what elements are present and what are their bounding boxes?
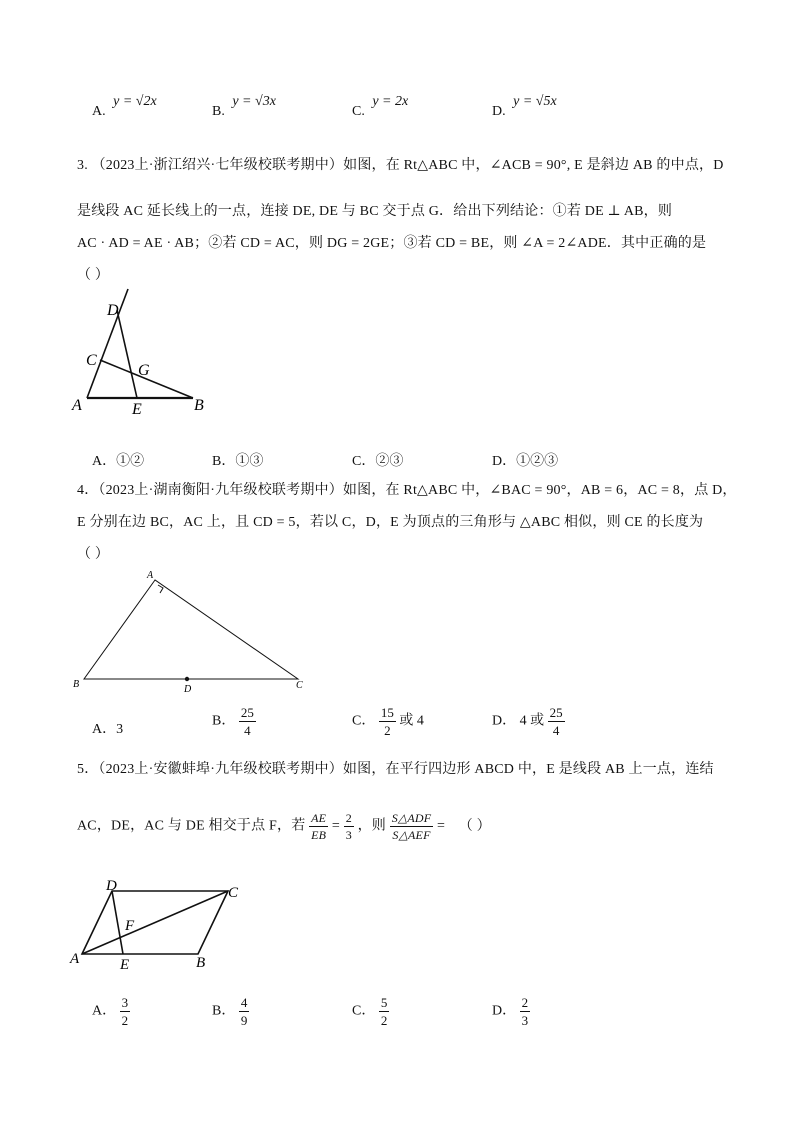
q5-label-d: D (106, 878, 117, 894)
q3-text-line2: 是线段 AC 延长线上的一点，连接 DE, DE 与 BC 交于点 G．给出下列结论：①若 DE ⊥ AB，则 (77, 204, 673, 219)
q5-option-a: A． $\frac{3}{2}$ (92, 995, 129, 1028)
q4-option-c-fraction: $\frac{15}{2}$ (380, 705, 394, 738)
q5-diagonal-ac (82, 891, 228, 954)
q4-label-a: A (147, 570, 154, 581)
q2-option-d: D. y = √5x (492, 94, 557, 119)
q5-option-b: B． $\frac{4}{9}$ (212, 995, 248, 1028)
q5-label-e: E (120, 957, 130, 972)
q2-option-b: B. y = √3x (212, 94, 276, 119)
q3-text-line1: 3. （2023上·浙江绍兴·七年级校联考期中）如图，在 Rt△ABC 中，∠ACB = 90°, E 是斜边 AB 的中点，D (77, 158, 724, 173)
q3-option-a: A．①② (92, 454, 145, 469)
q4-text-line1: 4．（2023上·湖南衡阳·九年级校联考期中）如图，在 Rt△ABC 中，∠BAC = 90°，AB = 6，AC = 8，点 D， (77, 483, 737, 498)
q4-option-c: C． $\frac{15}{2}$ 或 4 (352, 705, 424, 738)
q4-text-line2: E 分别在边 BC，AC 上，且 CD = 5，若以 C，D，E 为顶点的三角形与 △ABC 相似，则 CE 的长度为 (77, 515, 704, 530)
q2-option-c: C. y = 2x (352, 94, 409, 119)
q5-option-d-fraction: $\frac{2}{3}$ (521, 995, 529, 1028)
q2-option-d-expr: y = √5x (513, 94, 557, 109)
q3-label-e: E (132, 401, 142, 418)
q3-text-line3: AC · AD = AE · AB；②若 CD = AC，则 DG = 2GE；③若 CD = BE，则 ∠A = 2∠ADE．其中正确的是 (77, 236, 707, 251)
q5-option-a-fraction: $\frac{3}{2}$ (121, 995, 129, 1028)
q5-text-line2: AC，DE，AC 与 DE 相交于点 F，若 $\frac{AE}{EB}$ = $\frac{2}{3}$ ，则 $\frac{\text{S△ADF}}{\text{S△AEF}}$ = （ ） (77, 811, 491, 842)
q4-label-c: C (296, 680, 303, 691)
q4-right-angle-mark (158, 585, 163, 593)
q4-option-d-fraction: $\frac{25}{4}$ (549, 705, 563, 738)
q5-option-d: D． $\frac{2}{3}$ (492, 995, 529, 1028)
q4-option-b: B． $\frac{25}{4}$ (212, 705, 254, 738)
q3-figure (70, 288, 230, 418)
q3-label-c: C (86, 352, 97, 369)
q3-bracket: （ ） (77, 268, 110, 283)
q2-option-b-expr: y = √3x (232, 94, 276, 109)
q5-label-c: C (228, 885, 239, 901)
q4-bracket: （ ） (77, 547, 110, 562)
q5-option-c: C． $\frac{5}{2}$ (352, 995, 388, 1028)
q5-ratio-value: $\frac{2}{3}$ (345, 811, 352, 842)
q3-label-a: A (72, 397, 82, 414)
q4-option-a: A．3 (92, 722, 124, 737)
q3-label-b: B (194, 397, 204, 414)
q3-option-d: D．①②③ (492, 454, 559, 469)
q2-option-a: A. y = √2x (92, 94, 157, 119)
q5-area-ratio: $\frac{\text{S△ADF}}{\text{S△AEF}}$ (391, 811, 432, 842)
q5-label-f: F (125, 918, 135, 934)
q5-figure (68, 876, 258, 972)
q4-option-b-fraction: $\frac{25}{4}$ (240, 705, 254, 738)
q3-label-d: D (107, 302, 119, 319)
q4-point-d (185, 677, 189, 681)
q5-option-c-fraction: $\frac{5}{2}$ (380, 995, 388, 1028)
q5-option-b-fraction: $\frac{4}{9}$ (240, 995, 248, 1028)
q5-text-line1: 5．（2023上·安徽蚌埠·九年级校联考期中）如图，在平行四边形 ABCD 中，E 是线段 AB 上一点，连结 (77, 762, 714, 777)
q4-figure (70, 566, 320, 696)
q5-label-a: A (70, 951, 80, 967)
q2-option-a-expr: y = √2x (113, 94, 157, 109)
q4-label-d: D (184, 684, 192, 695)
q4-label-b: B (73, 679, 80, 690)
q5-segment-de (112, 891, 123, 954)
q5-ratio-fraction: $\frac{AE}{EB}$ (311, 811, 327, 842)
q3-option-b: B．①③ (212, 454, 264, 469)
q4-option-d: D． 4 或 $\frac{25}{4}$ (492, 705, 563, 738)
q3-label-g: G (138, 362, 150, 379)
q4-triangle-abc (84, 580, 298, 679)
q3-option-c: C．②③ (352, 454, 404, 469)
q3-segment-de (117, 310, 137, 398)
q5-label-b: B (196, 955, 206, 971)
q2-option-c-expr: y = 2x (372, 94, 409, 109)
